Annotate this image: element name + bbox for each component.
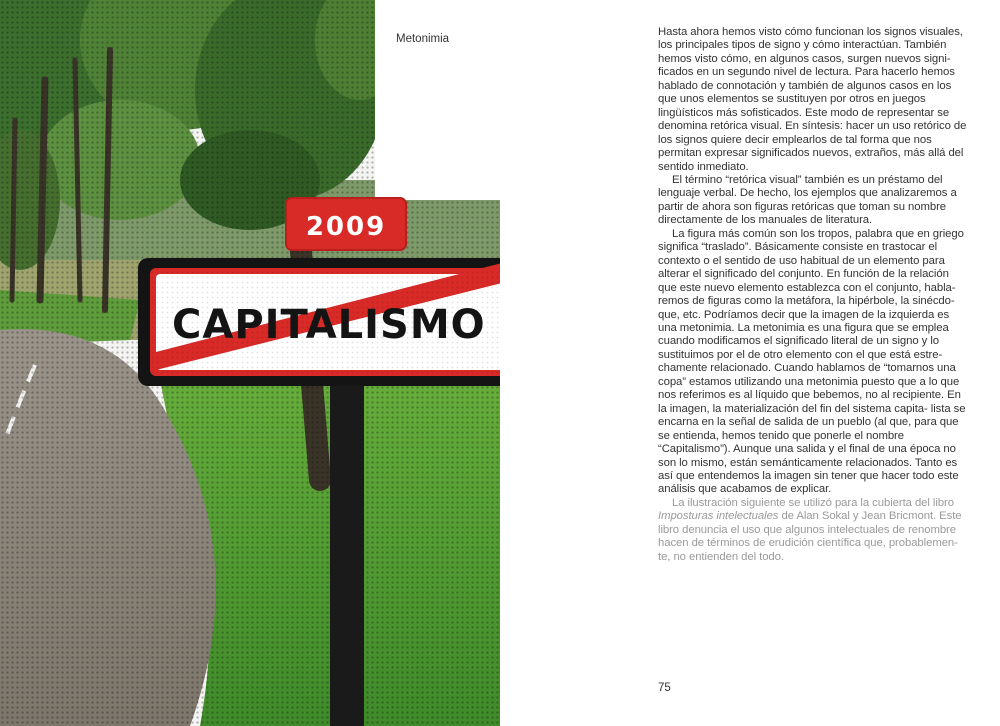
page-number: 75 bbox=[658, 682, 671, 694]
running-head: Metonimia bbox=[396, 33, 450, 45]
book-title: Imposturas intelectuales bbox=[658, 510, 779, 523]
caption-paragraph bbox=[658, 497, 968, 564]
year-plate bbox=[286, 198, 406, 250]
body-text bbox=[658, 26, 968, 564]
page-white bbox=[375, 0, 500, 200]
paragraph: La figura más común son los tropos, palabra que en griego significa “traslado”. Básicamente consiste en trastocar el contexto o el sentido de uso habitual de un elemento para alterar el significado del conjunto. En función de la relación que este nuevo elemento establezca con el conjunto, habla- remos de figuras como la metáfora, la hipérbole, la sinécdo- que, etc. Podríamos decir que la imagen de la izquierda es una metonimia. La metonimia es una figura que se emplea cuando modificamos el significado literal de un signo y lo sustituimos por el de otro elemento con el que está estre- chamente relacionado. Cuando hablamos de “tomarnos una copa” estamos utilizando una metonimia puesto que a lo que nos referimos es al líquido que bebemos, no al recipiente. En la imagen, la materialización del fin del sistema capita- lista se encarna en la señal de salida de un pueblo (al que, para que se entienda, hemos tenido que ponerle el nombre “Capitalismo”). Aunque una salida y el final de una época no son lo mismo, están semánticamente relacionados. Tanto es así que entendemos la imagen sin tener que hacer todo este análisis que acabamos de explicar. bbox=[658, 227, 966, 496]
sign-post bbox=[330, 380, 364, 726]
paragraph: Hasta ahora hemos visto cómo funcionan los signos visuales, los principales tipos de signo y cómo interactúan. También hemos visto cómo, en algunos casos, surgen nuevos signi- ficados en un segundo nivel de lectura. Para hacerlo hemos hablado de connotación y también de algunos casos en los que unos elementos se sustituyen por otros en juegos lingüísticos más sofisticados. Este modo de representar se denomina retórica visual. En síntesis: hacer un uso retórico de los signos quiere decir emplearlos de tal forma que nos permitan expresar significados nuevos, extraños, más allá del sentido inmediato. bbox=[658, 26, 967, 173]
sign-year: 2009 bbox=[305, 212, 387, 242]
town-exit-sign bbox=[138, 258, 500, 386]
paragraph: El término “retórica visual” también es un préstamo del lenguaje verbal. De hecho, los ejemplos que analizaremos a partir de ahora son figuras retóricas que toman su nombre directamente de los manuales de literatura. bbox=[658, 173, 957, 227]
caption-text: de Alan Sokal y Jean Bricmont. Este libro denuncia el uso que algunos intelectuales de renombre hacen de términos de erudición científica que, probablemen- te, no entienden del todo. bbox=[658, 510, 962, 563]
caption-text: La ilustración siguiente se utilizó para la cubierta del libro bbox=[672, 496, 954, 509]
